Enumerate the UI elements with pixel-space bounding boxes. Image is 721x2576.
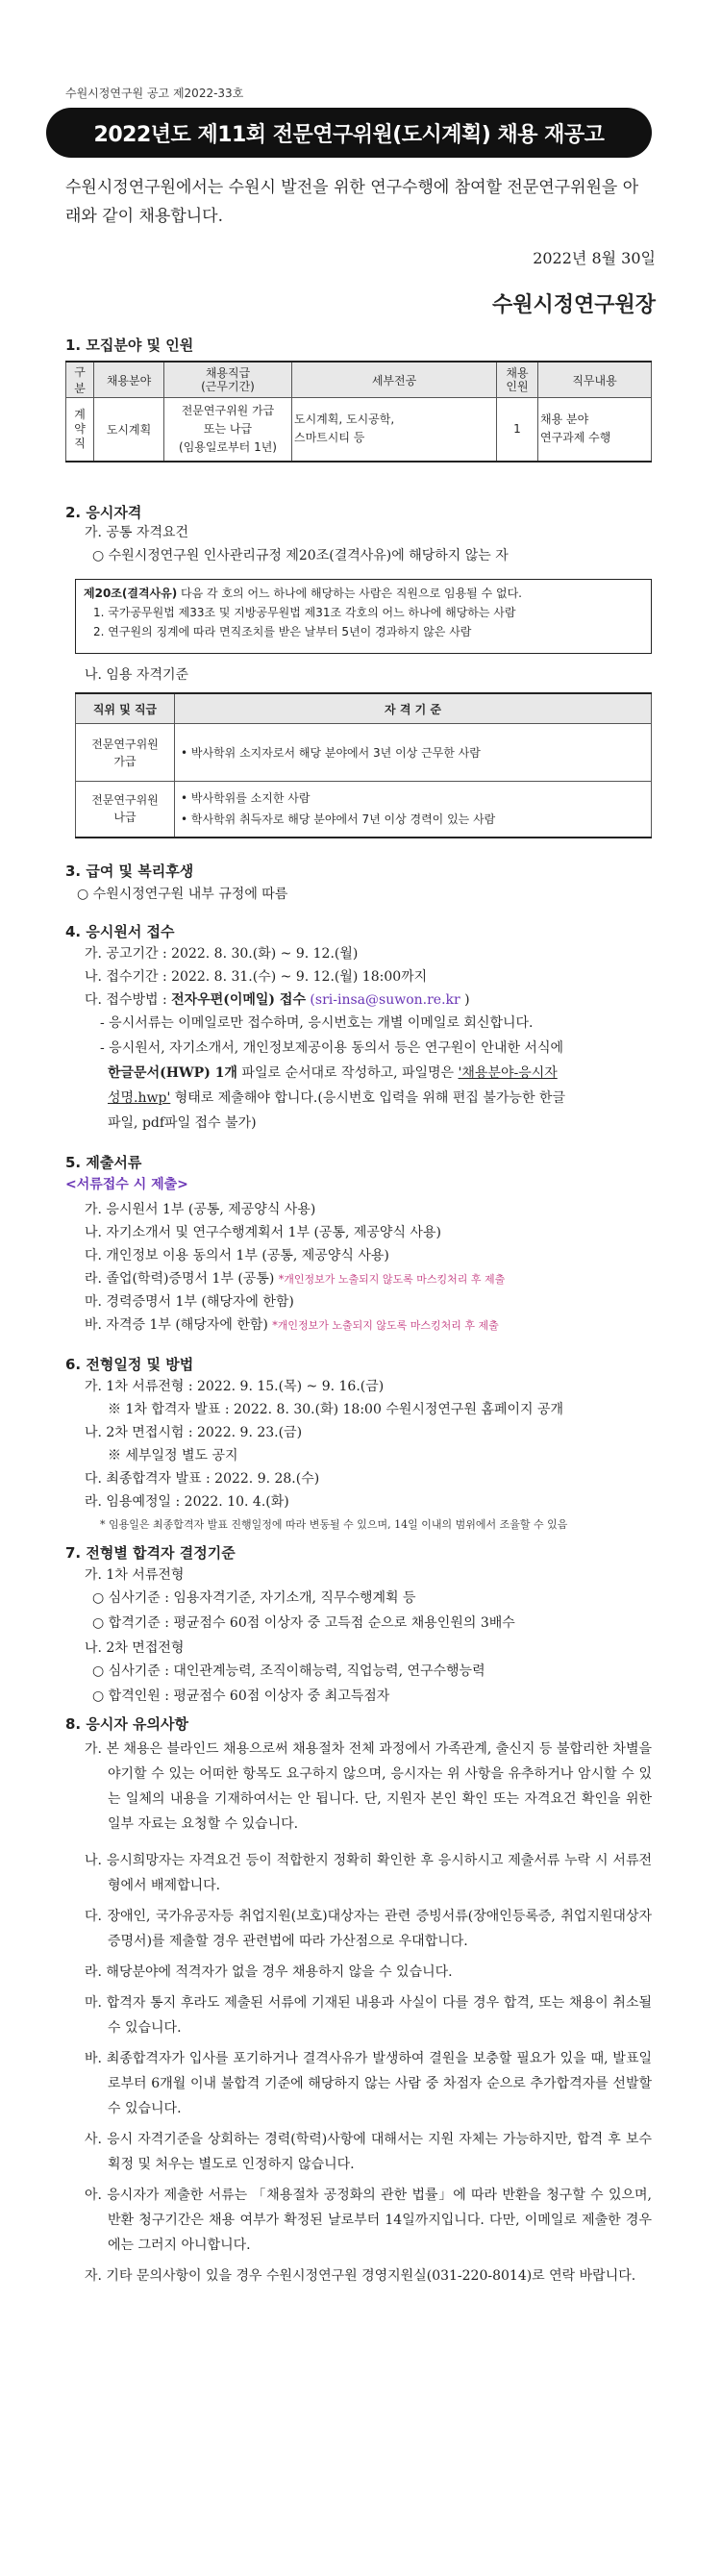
document-item: 마. 경력증명서 1부 (해당자에 한함) xyxy=(85,1294,294,1310)
table-header: 채용분야 xyxy=(94,362,164,398)
cell-field: 도시계획 xyxy=(94,398,164,462)
section-5-heading: 5. 제출서류 xyxy=(65,1154,142,1171)
caution-item: 나. 응시희망자는 자격요건 등이 적합한지 정확히 확인한 후 응시하시고 제출서류 누락 시 서류전형에서 배제합니다. xyxy=(85,1853,652,1893)
document-item: 가. 응시원서 1부 (공통, 제공양식 사용) xyxy=(85,1202,316,1217)
qualification-table xyxy=(75,692,652,838)
notice-period: 가. 공고기간 : 2022. 8. 30.(화) ~ 9. 12.(월) xyxy=(85,946,359,962)
criteria-sub: ○ 심사기준 : 임용자격기준, 자기소개, 직무수행계획 등 xyxy=(92,1590,416,1606)
organization-name: 수원시정연구원장 xyxy=(491,293,656,317)
caution-item: 마. 합격자 통지 후라도 제출된 서류에 기재된 내용과 사실이 다를 경우 합격, 또는 채용이 취소될 수 있습니다. xyxy=(85,1995,652,2036)
section-4-heading: 4. 응시원서 접수 xyxy=(65,923,175,940)
application-note-5: 파일, pdf파일 접수 불가) xyxy=(108,1115,257,1131)
table-header-row xyxy=(76,693,652,724)
section-7-heading: 7. 전형별 합격자 결정기준 xyxy=(65,1544,236,1562)
table-header: 채용직급 (근무기간) xyxy=(164,362,292,398)
cell-grade: 전문연구위원 가급 또는 나급 (임용일로부터 1년) xyxy=(164,398,292,462)
schedule-footnote: * 임용일은 최종합격자 발표 진행일정에 따라 변동될 수 있으며, 14일 이내의 범위에서 조율할 수 있음 xyxy=(100,1518,568,1531)
cell-criteria: • 박사학위를 소지한 사람 xyxy=(181,791,311,806)
caution-item: 라. 해당분야에 적격자가 없을 경우 채용하지 않을 수 있습니다. xyxy=(85,1964,453,1980)
box-item-1: 1. 국가공무원법 제33조 및 지방공무원법 제31조 각호의 어느 하나에 해당하는 사람 xyxy=(93,606,516,619)
qualification-common-item: ○ 수원시정연구원 인사관리규정 제20조(결격사유)에 해당하지 않는 자 xyxy=(92,548,509,563)
document-item: 라. 졸업(학력)증명서 1부 (공통) *개인정보가 노출되지 않도록 마스킹처리 후 제출 xyxy=(85,1271,506,1287)
section-3-heading: 3. 급여 및 복리후생 xyxy=(65,863,194,880)
table-header: 세부전공 xyxy=(292,362,497,398)
box-item-2: 2. 연구원의 징계에 따라 면직조치를 받은 날부터 5년이 경과하지 않은 사람 xyxy=(93,625,472,638)
schedule-item: 가. 1차 서류전형 : 2022. 9. 15.(목) ~ 9. 16.(금) xyxy=(85,1379,385,1394)
schedule-note: ※ 1차 합격자 발표 : 2022. 8. 30.(화) 18:00 수원시정연구원 홈페이지 공개 xyxy=(108,1402,564,1417)
cell-type: 계 약 직 xyxy=(66,398,94,462)
recruitment-table xyxy=(65,361,652,463)
box-title: 제20조(결격사유) xyxy=(84,587,178,600)
caution-item: 바. 최종합격자가 입사를 포기하거나 결격사유가 발생하여 결원을 보충할 필요가 있을 때, 발표일로부터 6개월 이내 불합격 기준에 해당하지 않는 사람 중 차점자 순으로 추가합격자를 선발할 수 있습니다. xyxy=(85,2051,652,2116)
schedule-item: 다. 최종합격자 발표 : 2022. 9. 28.(수) xyxy=(85,1471,320,1487)
salary-text: ○ 수원시정연구원 내부 규정에 따름 xyxy=(77,887,288,902)
table-row xyxy=(76,782,652,838)
document-item: 나. 자기소개서 및 연구수행계획서 1부 (공통, 제공양식 사용) xyxy=(85,1225,441,1240)
application-method: 다. 접수방법 : 전자우편(이메일) 접수 (sri-insa@suwon.re.kr ) xyxy=(85,992,470,1008)
table-header: 직위 및 직급 xyxy=(76,693,175,724)
table-header: 자 격 기 준 xyxy=(175,693,652,724)
table-header: 직무내용 xyxy=(538,362,652,398)
document-item: 바. 자격증 1부 (해당자에 한함) *개인정보가 노출되지 않도록 마스킹처리 후 제출 xyxy=(85,1317,499,1333)
qualification-common: 가. 공통 자격요건 xyxy=(85,525,189,540)
section-1-heading: 1. 모집분야 및 인원 xyxy=(65,337,194,354)
announcement-date: 2022년 8월 30일 xyxy=(533,249,656,267)
title-banner xyxy=(46,108,652,158)
schedule-item: 나. 2차 면접시험 : 2022. 9. 23.(금) xyxy=(85,1425,303,1440)
table-row xyxy=(66,398,652,462)
intro-text: 수원시정연구원에서는 수원시 발전을 위한 연구수행에 참여할 전문연구위원을 아래와 같이 채용합니다. xyxy=(65,178,639,226)
criteria-item: 가. 1차 서류전형 xyxy=(85,1567,185,1583)
schedule-note: ※ 세부일정 별도 공지 xyxy=(108,1448,238,1463)
page-title: 2022년도 제11회 전문연구위원(도시계획) 채용 재공고 xyxy=(93,122,605,147)
criteria-sub: ○ 합격인원 : 평균점수 60점 이상자 중 최고득점자 xyxy=(92,1688,390,1704)
criteria-sub: ○ 합격기준 : 평균점수 60점 이상자 중 고득점 순으로 채용인원의 3배수 xyxy=(92,1615,515,1631)
application-period: 나. 접수기간 : 2022. 8. 31.(수) ~ 9. 12.(월) 18:00까지 xyxy=(85,969,428,985)
box-text: 다음 각 호의 어느 하나에 해당하는 사람은 직원으로 임용될 수 없다. xyxy=(177,587,522,600)
table-header: 채용 인원 xyxy=(497,362,538,398)
application-note-4: 성명.hwp' 형태로 제출해야 합니다.(응시번호 입력을 위해 편집 불가능한 한글 xyxy=(108,1090,565,1106)
schedule-item: 라. 임용예정일 : 2022. 10. 4.(화) xyxy=(85,1494,289,1510)
application-note-3: 한글문서(HWP) 1개 파일로 순서대로 작성하고, 파일명은 '채용분야-응시자 xyxy=(108,1065,558,1081)
document-item: 다. 개인정보 이용 동의서 1부 (공통, 제공양식 사용) xyxy=(85,1248,389,1263)
cell-major: 도시계획, 도시공학, 스마트시티 등 xyxy=(292,398,497,462)
table-header: 구 분 xyxy=(66,362,94,398)
notice-number: 수원시정연구원 공고 제2022-33호 xyxy=(65,87,244,100)
section-8-heading: 8. 응시자 유의사항 xyxy=(65,1715,189,1733)
application-note-1: - 응시서류는 이메일로만 접수하며, 응시번호는 개별 이메일로 회신합니다. xyxy=(100,1015,534,1031)
email-link[interactable]: (sri-insa@suwon.re.kr xyxy=(305,992,465,1008)
caution-item: 자. 기타 문의사항이 있을 경우 수원시정연구원 경영지원실(031-220-8014)로 연락 바랍니다. xyxy=(85,2268,636,2284)
table-row xyxy=(76,724,652,782)
table-header-row xyxy=(66,362,652,398)
cell-count: 1 xyxy=(497,398,538,462)
cell-position: 전문연구위원 나급 xyxy=(76,782,175,838)
cell-criteria: • 박사학위 소지자로서 해당 분야에서 3년 이상 근무한 사람 xyxy=(175,724,652,782)
disqualification-box xyxy=(75,579,652,654)
cell-position: 전문연구위원 가급 xyxy=(76,724,175,782)
documents-subheading: <서류접수 시 제출> xyxy=(65,1177,188,1192)
cell-duty: 채용 분야 연구과제 수행 xyxy=(538,398,652,462)
qualification-criteria: 나. 임용 자격기준 xyxy=(85,667,189,683)
section-2-heading: 2. 응시자격 xyxy=(65,504,142,521)
method-bold: 전자우편(이메일) 접수 xyxy=(171,992,306,1008)
cell-criteria: • 학사학위 취득자로 해당 분야에서 7년 이상 경력이 있는 사람 xyxy=(181,813,496,827)
caution-item: 가. 본 채용은 블라인드 채용으로써 채용절차 전체 과정에서 가족관계, 출신지 등 불합리한 차별을 야기할 수 있는 어떠한 항목도 요구하지 않으며, 응시자는 위 사항을 유추하거나 암시할 수 있는 일체의 내용을 기재하여서는 안 됩니다. 단, 지원자 본인 확인 또는 자격요건 확인을 위한 일부 자료는 요청할 수 있습니다. xyxy=(85,1741,652,1832)
application-note-2: - 응시원서, 자기소개서, 개인정보제공이용 동의서 등은 연구원이 안내한 서식에 xyxy=(100,1040,563,1056)
criteria-item: 나. 2차 면접전형 xyxy=(85,1640,185,1656)
masking-note: *개인정보가 노출되지 않도록 마스킹처리 후 제출 xyxy=(272,1319,499,1332)
caution-item: 아. 응시자가 제출한 서류는 「채용절차 공정화의 관한 법률」에 따라 반환을 청구할 수 있으며, 반환 청구기간은 채용 여부가 확정된 날로부터 14일까지입니다. 다만, 이메일로 제출한 경우에는 그러지 아니합니다. xyxy=(85,2188,652,2253)
criteria-sub: ○ 심사기준 : 대인관계능력, 조직이해능력, 직업능력, 연구수행능력 xyxy=(92,1663,485,1679)
masking-note: *개인정보가 노출되지 않도록 마스킹처리 후 제출 xyxy=(278,1273,506,1286)
caution-item: 사. 응시 자격기준을 상회하는 경력(학력)사항에 대해서는 지원 자체는 가능하지만, 합격 후 보수획정 및 처우는 별도로 인정하지 않습니다. xyxy=(85,2132,652,2172)
section-6-heading: 6. 전형일정 및 방법 xyxy=(65,1356,194,1373)
caution-item: 다. 장애인, 국가유공자등 취업지원(보호)대상자는 관련 증빙서류(장애인등록증, 취업지원대상자 증명서)를 제출할 경우 관련법에 따라 가산점으로 우대합니다. xyxy=(85,1909,652,1949)
